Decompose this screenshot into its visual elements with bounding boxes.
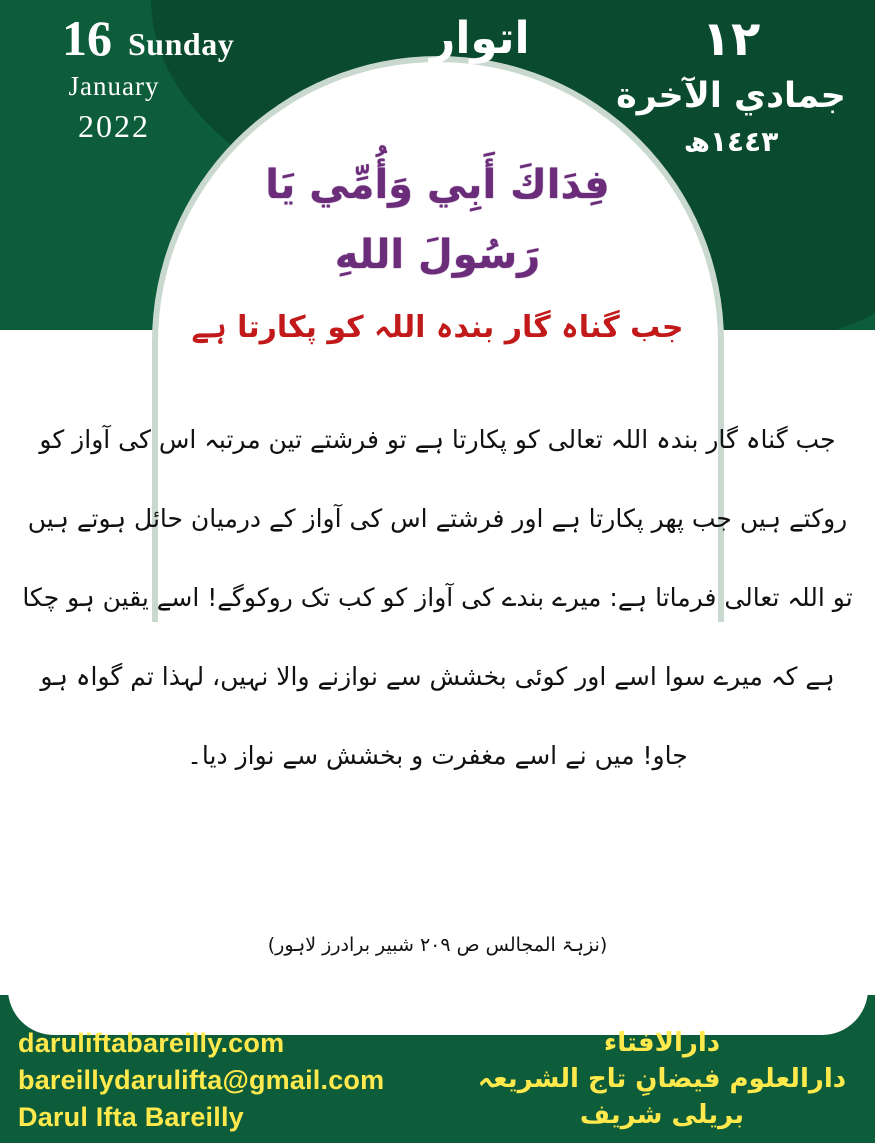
footer-org-name: Darul Ifta Bareilly: [18, 1102, 244, 1132]
hijri-date-block: [611, 8, 851, 162]
hijri-month: جمادي الآخرة: [616, 76, 846, 116]
footer-email[interactable]: bareillydarulifta@gmail.com: [18, 1065, 385, 1095]
footer-website[interactable]: daruliftabareilly.com: [18, 1028, 285, 1058]
gregorian-day-number: 16: [62, 10, 112, 66]
footer-urdu-line2: دارالعلوم فیضانِ تاج الشریعہ: [477, 1064, 847, 1094]
footer-urdu-block: [467, 1025, 857, 1133]
date-day-row: [14, 10, 235, 66]
footer-band: [0, 995, 875, 1143]
footer-content: [0, 1025, 875, 1136]
hijri-day-number: ١٢: [701, 11, 761, 67]
footer-urdu-line1: دارالافتاء: [603, 1028, 721, 1058]
gregorian-year: 2022: [78, 108, 150, 144]
footer-urdu-line3: بریلی شریف: [579, 1100, 745, 1130]
arabic-calligraphy: فِدَاكَ أَبِي وَأُمِّي يَا رَسُولَ اللهِ: [265, 162, 610, 278]
gregorian-day-name: Sunday: [128, 26, 235, 62]
hijri-year: ١٤٤٣ھ: [683, 125, 779, 158]
urdu-day-name: اتوار: [430, 13, 530, 64]
gregorian-month: January: [68, 71, 160, 101]
footer-links: [18, 1025, 448, 1136]
gregorian-date-block: [14, 10, 235, 146]
body-text: جب گناہ گار بندہ اللہ تعالی کو پکارتا ہے تو فرشتے تین مرتبہ اس کی آواز کو روکتے ہیں جب پھر پکارتا ہے اور فرشتے اس کی آواز کے درمیان حائل ہوتے ہیں تو اللہ تعالی فرماتا ہے: میرے بندے کی آواز کو کب تک روکوگے! اسے یقین ہو چکا ہے کہ میرے سوا اسے اور کوئی بخشش سے نوازنے والا نہیں، لہذا تم گواہ ہو جاو! میں نے اسے مغفرت و بخشش سے نواز دیا۔: [22, 425, 853, 770]
page-title: جب گناہ گار بندہ اللہ کو پکارتا ہے: [191, 310, 684, 345]
reference-citation: (نزہۃ المجالس ص ٢٠٩ شبیر برادرز لاہور): [267, 934, 608, 956]
